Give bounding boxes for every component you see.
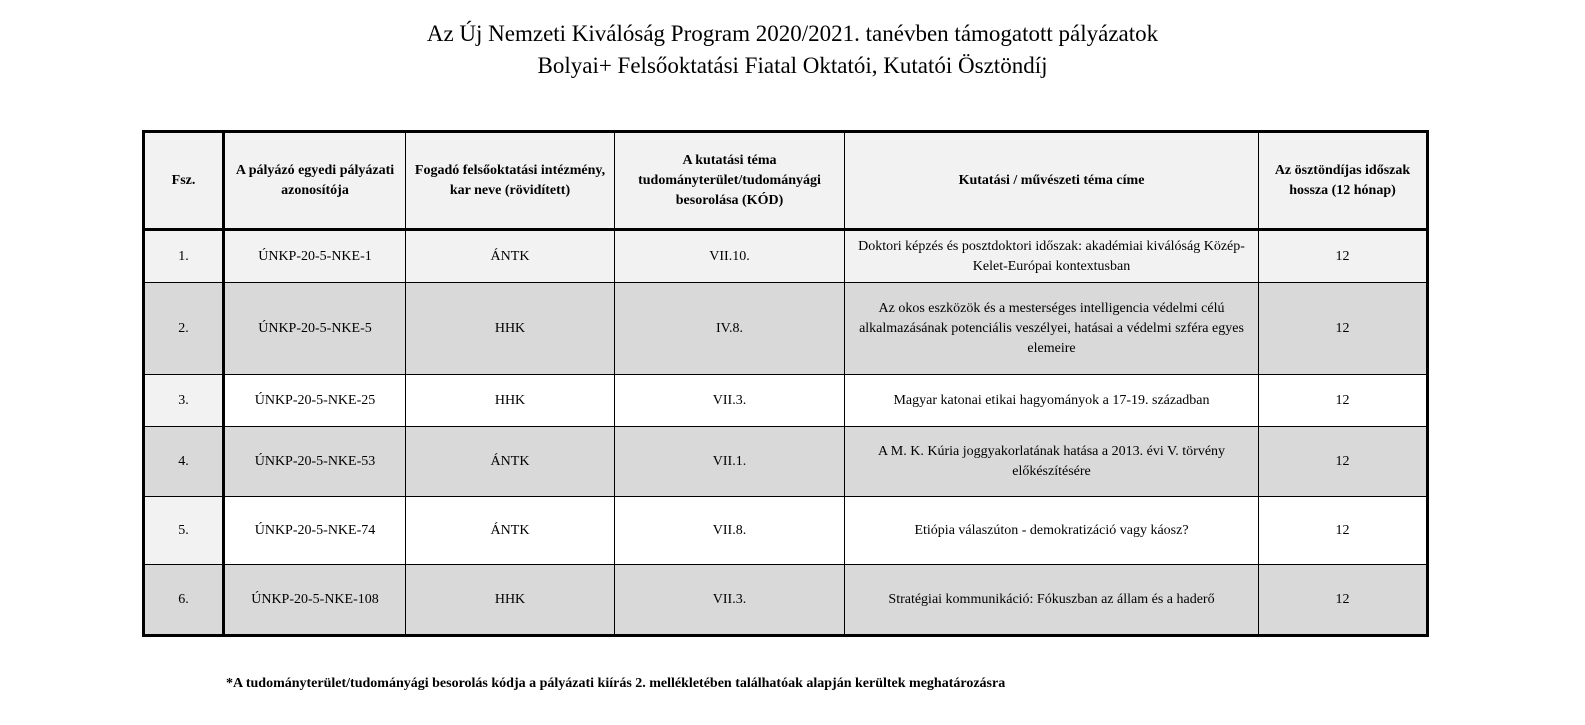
cell-applicant-id: ÚNKP-20-5-NKE-108: [224, 565, 406, 636]
cell-serial-number: 3.: [144, 375, 224, 427]
header-research-field-code: A kutatási téma tudományterület/tudományági besorolása (KÓD): [615, 132, 845, 230]
cell-serial-number: 2.: [144, 283, 224, 375]
table-row: [144, 497, 1428, 565]
header-host-institution: Fogadó felsőoktatási intézmény, kar neve (rövidített): [406, 132, 615, 230]
cell-host-institution: HHK: [406, 283, 615, 375]
cell-scholarship-duration: 12: [1259, 230, 1428, 283]
table-row: [144, 283, 1428, 375]
table-header-row: [144, 132, 1428, 230]
cell-host-institution: HHK: [406, 375, 615, 427]
cell-scholarship-duration: 12: [1259, 427, 1428, 497]
header-research-topic: Kutatási / művészeti téma címe: [845, 132, 1259, 230]
document-header: [0, 18, 1585, 82]
cell-scholarship-duration: 12: [1259, 565, 1428, 636]
header-scholarship-duration: Az ösztöndíjas időszak hossza (12 hónap): [1259, 132, 1428, 230]
cell-applicant-id: ÚNKP-20-5-NKE-1: [224, 230, 406, 283]
document-title: Az Új Nemzeti Kiválóság Program 2020/2021. tanévben támogatott pályázatok: [426, 21, 1159, 46]
grants-table: [142, 130, 1429, 637]
cell-research-field-code: VII.8.: [615, 497, 845, 565]
footnote: *A tudományterület/tudományági besorolás kódja a pályázati kiírás 2. mellékletében találhatóak alapján kerültek meghatározásra: [226, 676, 1006, 691]
table-row: [144, 565, 1428, 636]
cell-research-field-code: IV.8.: [615, 283, 845, 375]
table-row: [144, 230, 1428, 283]
cell-scholarship-duration: 12: [1259, 375, 1428, 427]
cell-research-field-code: VII.10.: [615, 230, 845, 283]
cell-applicant-id: ÚNKP-20-5-NKE-74: [224, 497, 406, 565]
cell-research-topic: Stratégiai kommunikáció: Fókuszban az állam és a haderő: [845, 565, 1259, 636]
cell-research-topic: Magyar katonai etikai hagyományok a 17-19. században: [845, 375, 1259, 427]
cell-research-field-code: VII.3.: [615, 375, 845, 427]
cell-host-institution: ÁNTK: [406, 427, 615, 497]
cell-research-field-code: VII.1.: [615, 427, 845, 497]
header-applicant-id: A pályázó egyedi pályázati azonosítója: [224, 132, 406, 230]
table-row: [144, 427, 1428, 497]
cell-applicant-id: ÚNKP-20-5-NKE-53: [224, 427, 406, 497]
cell-serial-number: 5.: [144, 497, 224, 565]
cell-research-topic: Etiópia válaszúton - demokratizáció vagy káosz?: [845, 497, 1259, 565]
document-subtitle: Bolyai+ Felsőoktatási Fiatal Oktatói, Kutatói Ösztöndíj: [537, 53, 1048, 78]
cell-host-institution: ÁNTK: [406, 497, 615, 565]
header-serial-number: Fsz.: [144, 132, 224, 230]
cell-host-institution: HHK: [406, 565, 615, 636]
cell-research-topic: Az okos eszközök és a mesterséges intelligencia védelmi célú alkalmazásának potenciális veszélyei, hatásai a védelmi szféra egyes elemeire: [845, 283, 1259, 375]
cell-research-field-code: VII.3.: [615, 565, 845, 636]
cell-host-institution: ÁNTK: [406, 230, 615, 283]
cell-serial-number: 4.: [144, 427, 224, 497]
cell-scholarship-duration: 12: [1259, 497, 1428, 565]
cell-applicant-id: ÚNKP-20-5-NKE-25: [224, 375, 406, 427]
cell-research-topic: A M. K. Kúria joggyakorlatának hatása a 2013. évi V. törvény előkészítésére: [845, 427, 1259, 497]
cell-applicant-id: ÚNKP-20-5-NKE-5: [224, 283, 406, 375]
table-row: [144, 375, 1428, 427]
cell-research-topic: Doktori képzés és posztdoktori időszak: akadémiai kiválóság Közép-Kelet-Európai kontextusban: [845, 230, 1259, 283]
cell-serial-number: 1.: [144, 230, 224, 283]
cell-serial-number: 6.: [144, 565, 224, 636]
cell-scholarship-duration: 12: [1259, 283, 1428, 375]
